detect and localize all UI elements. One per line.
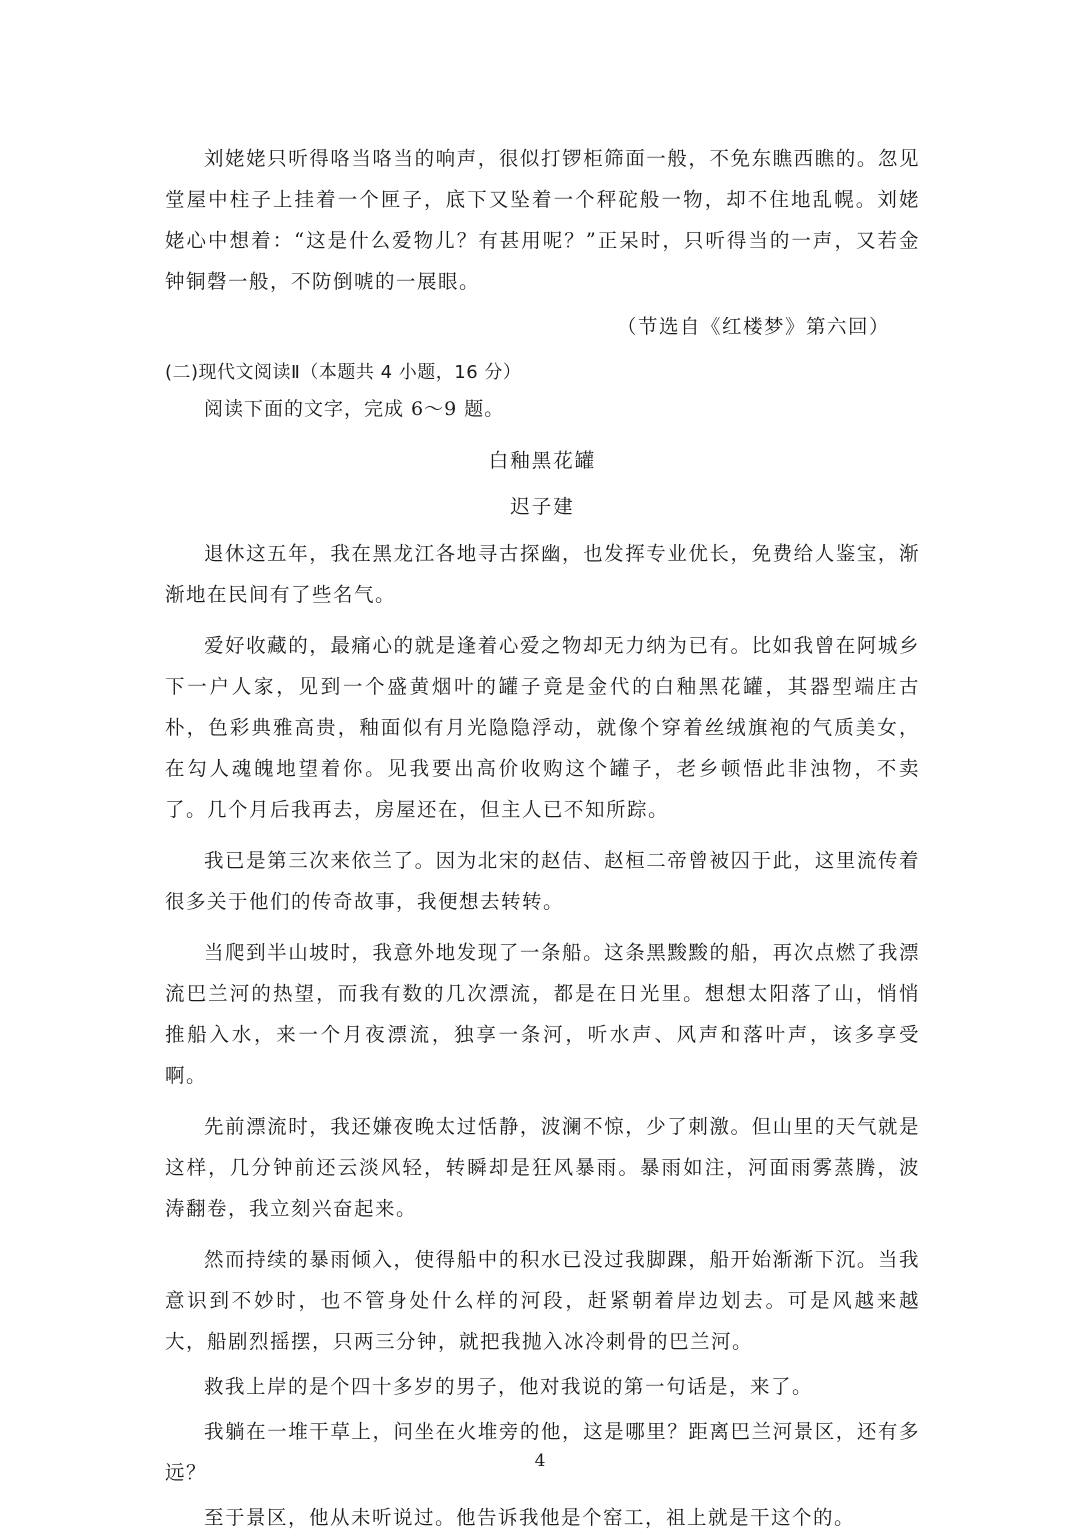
article-paragraph: 至于景区，他从未听说过。他告诉我他是个窑工，祖上就是干这个的。: [204, 1506, 856, 1529]
page-number: 4: [534, 1451, 546, 1471]
article-paragraph: 我躺在一堆干草上，问坐在火堆旁的他，这是哪里？距离巴兰河景区，还有多远？: [165, 1420, 920, 1484]
article-author: 迟子建: [510, 495, 575, 518]
article-paragraph: 先前漂流时，我还嫌夜晚太过恬静，波澜不惊，少了刺激。但山里的天气就是这样，几分钟前还云淡风轻，转瞬却是狂风暴雨。暴雨如注，河面雨雾蒸腾，波涛翻卷，我立刻兴奋起来。: [165, 1115, 920, 1220]
article-paragraph: 退休这五年，我在黑龙江各地寻古探幽，也发挥专业优长，免费给人鉴宝，渐渐地在民间有了些名气。: [165, 542, 920, 606]
passage-end-paragraph: 刘姥姥只听得咯当咯当的响声，很似打锣柜筛面一般，不免东瞧西瞧的。忽见堂屋中柱子上挂着一个匣子，底下又坠着一个秤砣般一物，却不住地乱幌。刘姥姥心中想着：“这是什么爱物儿？有甚用呢？”正呆时，只听得当的一声，又若金钟铜磬一般，不防倒唬的一展眼。: [165, 147, 920, 293]
passage-source: （节选自《红楼梦》第六回）: [616, 315, 890, 338]
article-paragraph: 爱好收藏的，最痛心的就是逢着心爱之物却无力纳为已有。比如我曾在阿城乡下一户人家，见到一个盛黄烟叶的罐子竟是金代的白釉黑花罐，其器型端庄古朴，色彩典雅高贵，釉面似有月光隐隐浮动，就像个穿着丝绒旗袍的气质美女，在勾人魂魄地望着你。见我要出高价收购这个罐子，老乡顿悟此非浊物，不卖了。几个月后我再去，房屋还在，但主人已不知所踪。: [165, 634, 920, 821]
section-instruction: 阅读下面的文字，完成 6～9 题。: [204, 398, 505, 420]
article-paragraph: 救我上岸的是个四十多岁的男子，他对我说的第一句话是，来了。: [204, 1375, 814, 1398]
article-title: 白釉黑花罐: [488, 449, 597, 472]
article-paragraph: 我已是第三次来依兰了。因为北宋的赵佶、赵桓二帝曾被囚于此，这里流传着很多关于他们的传奇故事，我便想去转转。: [165, 849, 920, 913]
page-content: [165, 138, 920, 1538]
article-paragraph: 当爬到半山坡时，我意外地发现了一条船。这条黑黢黢的船，再次点燃了我漂流巴兰河的热望，而我有数的几次漂流，都是在日光里。想想太阳落了山，悄悄推船入水，来一个月夜漂流，独享一条河，听水声、风声和落叶声，该多享受啊。: [165, 941, 920, 1087]
article-paragraph: 然而持续的暴雨倾入，使得船中的积水已没过我脚踝，船开始渐渐下沉。当我意识到不妙时，也不管身处什么样的河段，赶紧朝着岸边划去。可是风越来越大，船剧烈摇摆，只两三分钟，就把我抛入冰冷刺骨的巴兰河。: [165, 1248, 920, 1353]
section-heading: (二)现代文阅读Ⅱ（本题共 4 小题，16 分）: [165, 362, 522, 383]
